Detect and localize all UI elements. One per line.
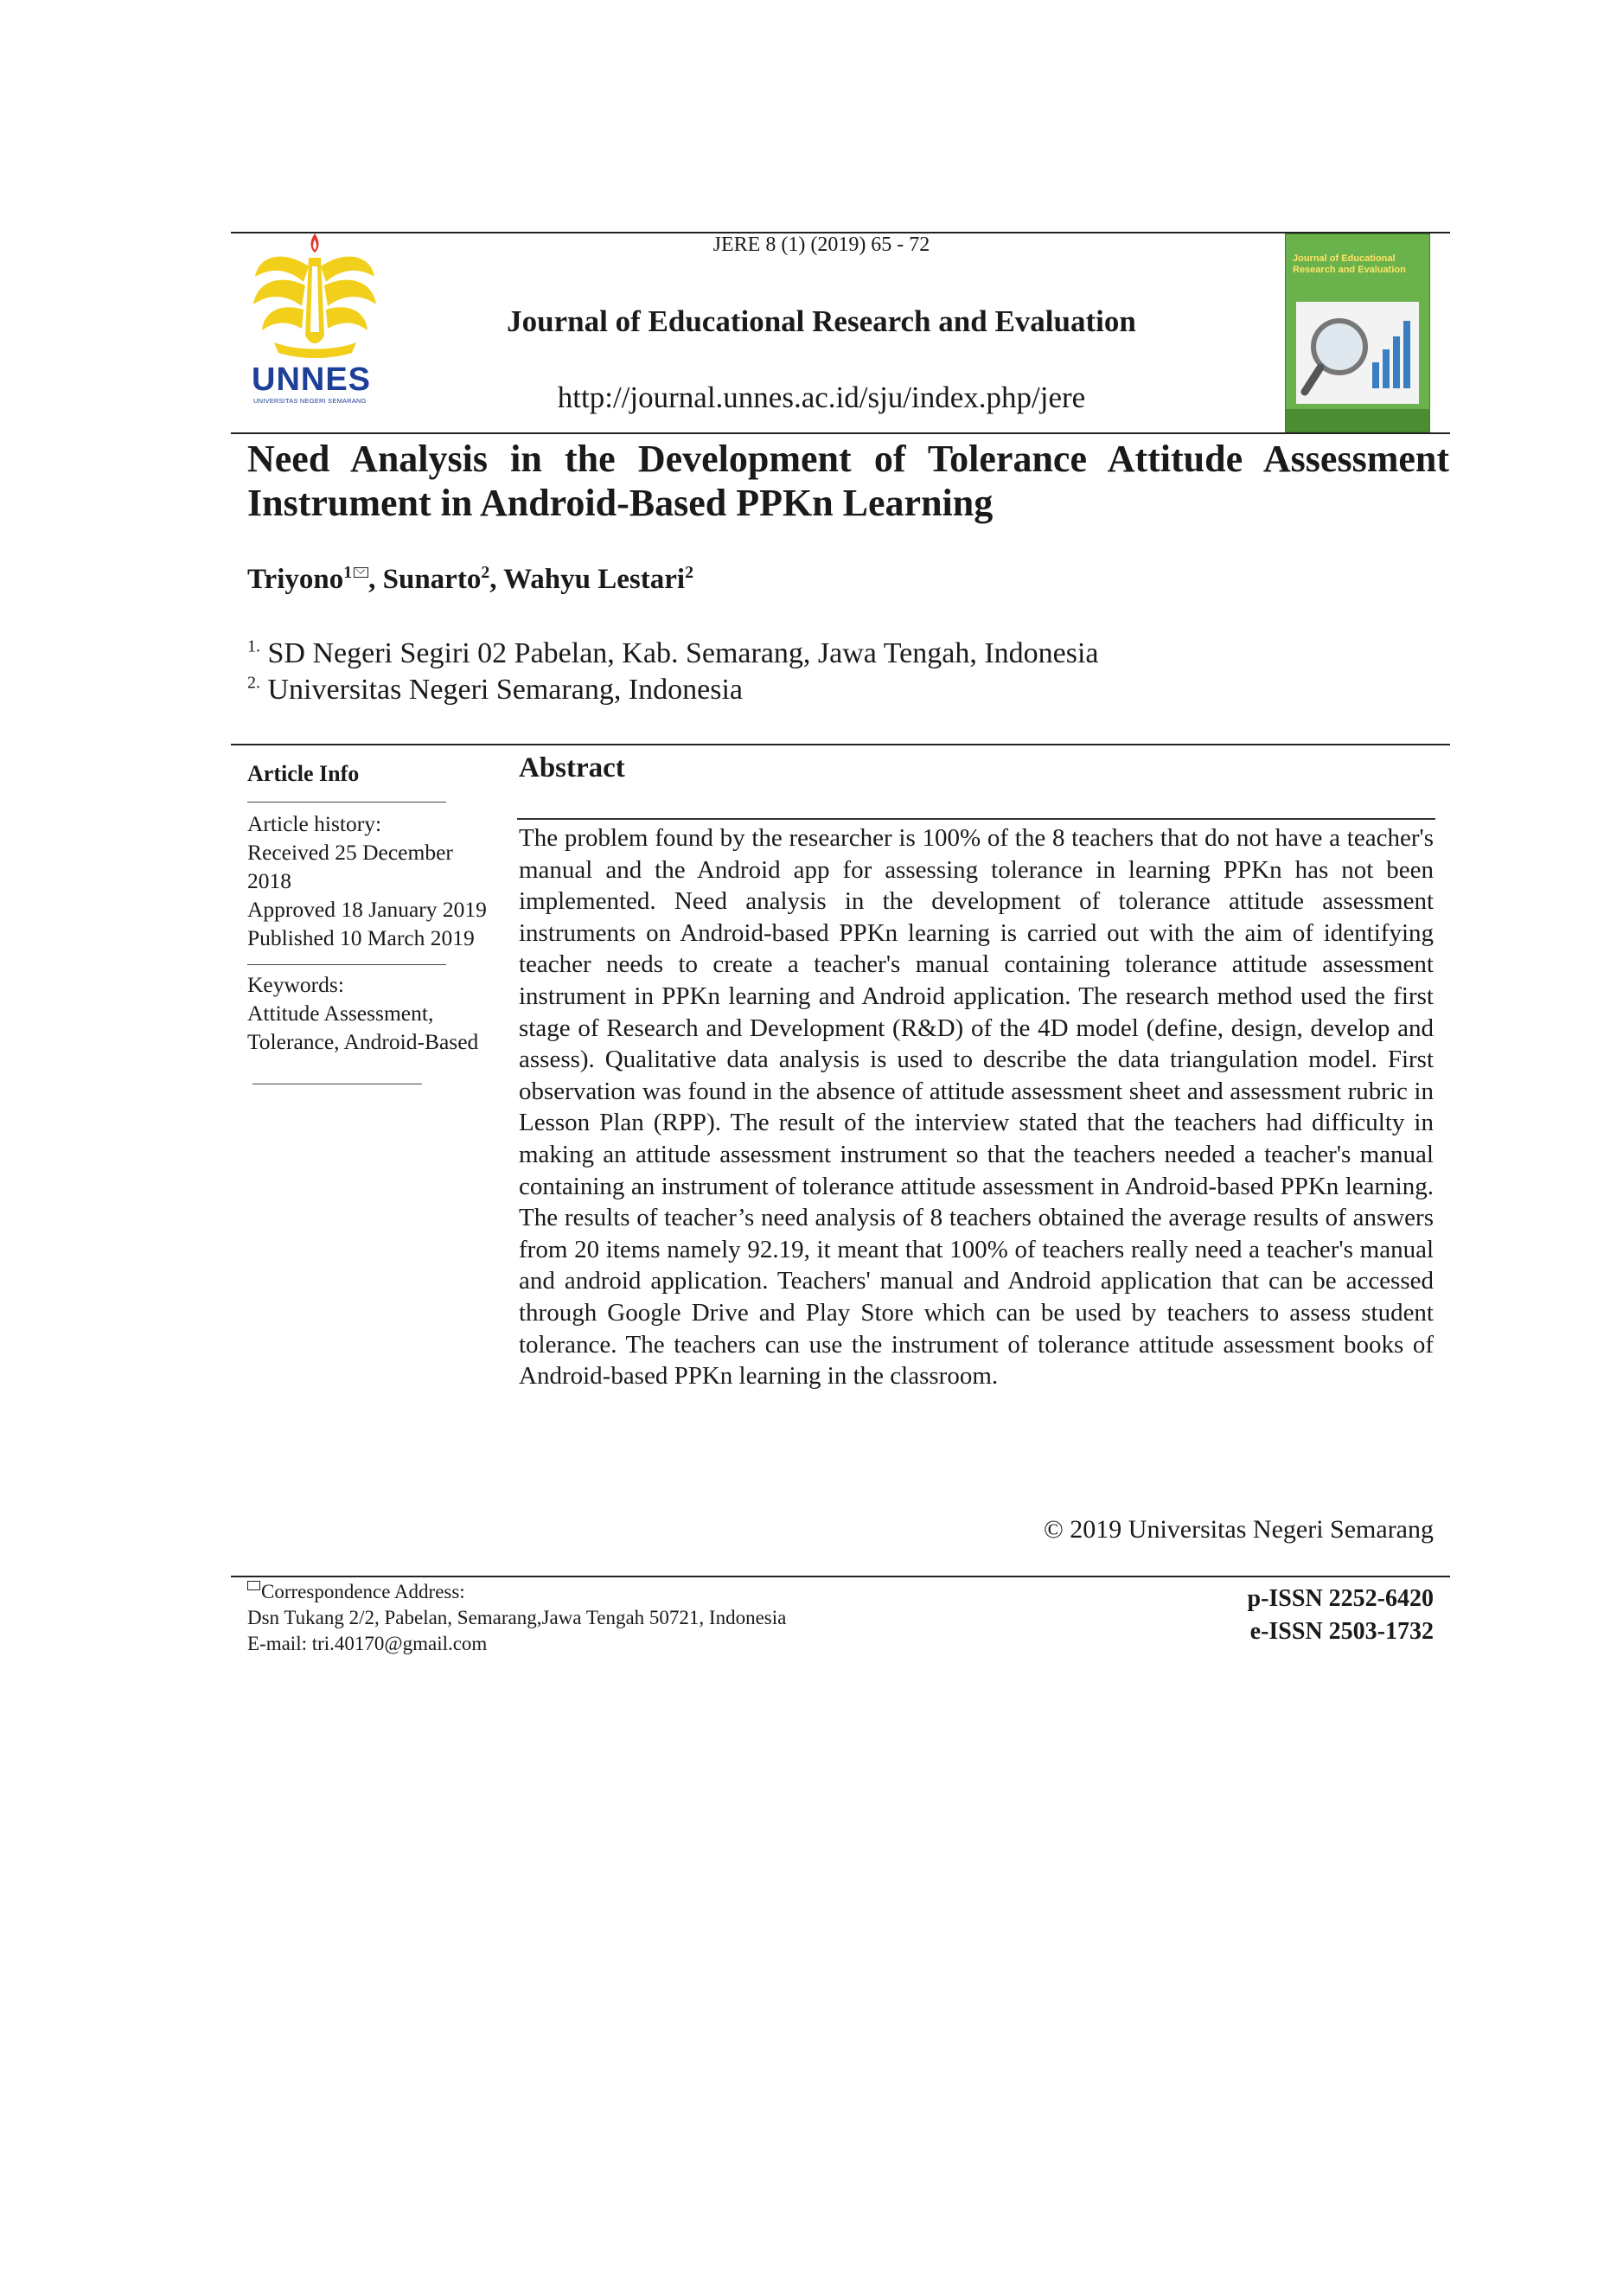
- copyright-notice: © 2019 Universitas Negeri Semarang: [1043, 1515, 1434, 1544]
- article-info: [247, 759, 489, 1084]
- keywords-value: Attitude Assessment, Tolerance, Android-Based: [247, 1001, 479, 1054]
- unnes-logo: [248, 232, 382, 405]
- article-info-heading: Article Info: [247, 761, 360, 786]
- p-issn: p-ISSN 2252-6420: [1247, 1585, 1434, 1612]
- correspondence-label: Correspondence Address:: [261, 1581, 465, 1602]
- cover-illustration: [1296, 302, 1419, 404]
- cover-footer-band: [1286, 409, 1429, 432]
- keywords-label: Keywords:: [247, 972, 344, 997]
- envelope-icon: [354, 567, 368, 578]
- author-name: Triyono: [247, 564, 344, 595]
- header-bottom-rule: [231, 432, 1450, 434]
- abstract-rule: [517, 818, 1435, 820]
- correspondence-block: [247, 1579, 786, 1657]
- affiliation-item: [247, 636, 1099, 672]
- affiliation-number: 2.: [247, 673, 260, 693]
- article-title: [247, 437, 1449, 525]
- issn-block: [1193, 1583, 1434, 1648]
- received-date: Received 25 December 2018: [247, 840, 453, 893]
- author-sup: 2: [481, 563, 490, 582]
- correspondence-label-row: [247, 1579, 786, 1605]
- article-title-line1: Need Analysis in the Development of Tolerance Attitude Assessment: [247, 438, 1449, 480]
- journal-url[interactable]: http://journal.unnes.ac.id/sju/index.php/jere: [557, 381, 1086, 414]
- journal-name: Journal of Educational Research and Evaluation: [507, 304, 1136, 338]
- correspondence-email[interactable]: E-mail: tri.40170@gmail.com: [247, 1633, 488, 1654]
- unnes-emblem-icon: [248, 232, 382, 361]
- article-title-line2: Instrument in Android-Based PPKn Learning: [247, 482, 994, 524]
- e-issn: e-ISSN 2503-1732: [1249, 1618, 1434, 1645]
- section-rule: [231, 744, 1450, 745]
- envelope-icon: [247, 1581, 260, 1590]
- logo-wordmark: UNNES: [252, 361, 372, 398]
- journal-cover-thumbnail: [1285, 233, 1430, 432]
- author-name: Sunarto: [382, 564, 482, 595]
- author-sup: 1: [343, 563, 353, 582]
- abstract-heading: Abstract: [519, 752, 625, 783]
- abstract-text: The problem found by the researcher is 100% of the 8 teachers that do not have a teacher's manual and the Android app for assessing tolerance in learning PPKn has not been implemented. Need analysis in the development of tolerance attitude assessment instruments on Android-based PPKn learning is carried out with the aim of identifying teacher needs to create a teacher's manual containing tolerance attitude assessment instrument in PPKn learning and Android application. The research method used the first stage of Research and Development (R&D) of the 4D model (define, design, develop and assess). Qualitative data analysis is used to describe the data triangulation model. First observation was found in the absence of attitude assessment sheet and assessment rubric in Lesson Plan (RPP). The result of the interview stated that the teachers had difficulty in making an attitude assessment instrument so that the teachers needed a teacher's manual containing an instrument of tolerance attitude assessment in Android-based PPKn learning. The results of teacher’s need analysis of 8 teachers obtained the average results of answers from 20 items namely 92.19, it meant that 100% of teachers really need a teacher's manual and android application. Teachers' manual and Android application that can be accessed through Google Drive and Play Store which can be used by teachers to assess student tolerance. The teachers can use the instrument of tolerance attitude assessment books of Android-based PPKn learning in the classroom.: [519, 824, 1434, 1391]
- info-divider: [247, 788, 446, 803]
- affiliation-item: [247, 672, 1099, 708]
- correspondence-address: Dsn Tukang 2/2, Pabelan, Semarang,Jawa Tengah 50721, Indonesia: [247, 1607, 787, 1628]
- logo-subtitle: UNIVERSITAS NEGERI SEMARANG: [253, 397, 367, 405]
- footer-rule: [231, 1576, 1450, 1577]
- affiliation-text: SD Negeri Segiri 02 Pabelan, Kab. Semarang, Jawa Tengah, Indonesia: [267, 637, 1099, 669]
- info-divider: [247, 952, 446, 965]
- published-date: Published 10 March 2019: [247, 925, 475, 950]
- cover-title: Journal of Educational Research and Evaluation: [1293, 253, 1406, 275]
- history-label: Article history:: [247, 811, 382, 836]
- author-list: Triyono$^1$ , Sunarto$^2$, Wahyu Lestari$^2$: [247, 563, 693, 595]
- author-name: Wahyu Lestari: [503, 564, 686, 595]
- citation-line: JERE 8 (1) (2019) 65 - 72: [712, 233, 930, 256]
- info-divider: [252, 1065, 422, 1084]
- approved-date: Approved 18 January 2019: [247, 897, 487, 922]
- affiliations: [247, 636, 1099, 708]
- keywords-text: [247, 999, 489, 1084]
- affiliation-text: Universitas Negeri Semarang, Indonesia: [267, 674, 743, 706]
- magnifier-chart-icon: [1296, 302, 1419, 404]
- affiliation-number: 1.: [247, 636, 260, 656]
- author-sup: 2: [685, 563, 693, 582]
